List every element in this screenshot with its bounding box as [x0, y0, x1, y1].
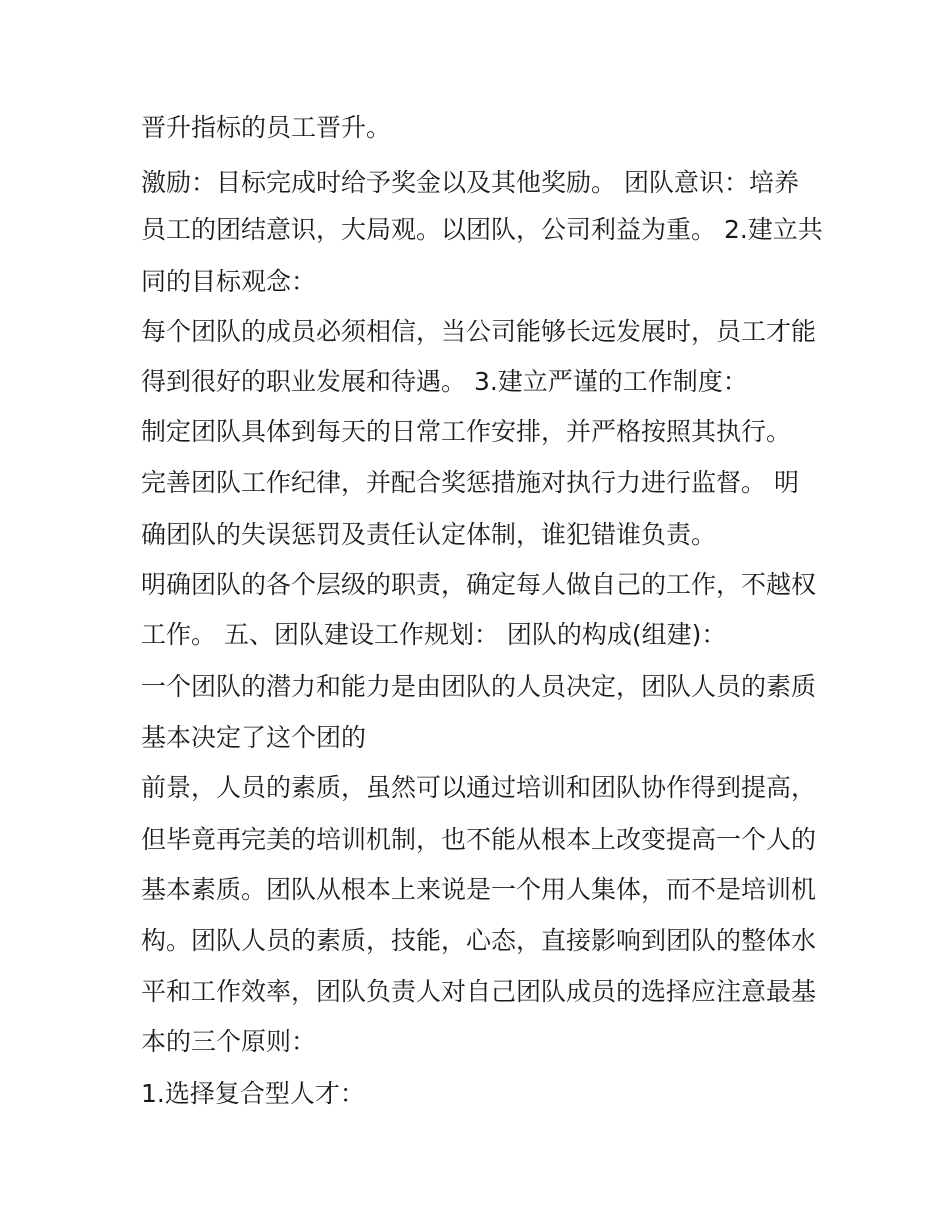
text-line: 平和工作效率，团队负责人对自己团队成员的选择应注意最基	[141, 977, 817, 1006]
text-line: 工作。 五、团队建设工作规划： 团队的构成(组建)：	[141, 620, 727, 649]
text-line: 明确团队的各个层级的职责，确定每人做自己的工作，不越权	[141, 570, 817, 599]
text-line: 员工的团结意识，大局观。以团队，公司利益为重。 2.建立共	[141, 215, 823, 244]
text-line: 但毕竟再完美的培训机制，也不能从根本上改变提高一个人的	[141, 825, 817, 854]
text-line: 基本素质。团队从根本上来说是一个用人集体，而不是培训机	[141, 875, 817, 904]
text-line: 每个团队的成员必须相信，当公司能够长远发展时，员工才能	[141, 317, 817, 346]
text-line: 基本决定了这个团的	[141, 723, 367, 752]
text-line: 完善团队工作纪律，并配合奖惩措施对执行力进行监督。 明	[141, 468, 799, 497]
text-line: 前景，人员的素质，虽然可以通过培训和团队协作得到提高，	[141, 773, 817, 802]
text-line: 构。团队人员的素质，技能，心态，直接影响到团队的整体水	[141, 926, 817, 955]
text-line: 得到很好的职业发展和待遇。 3.建立严谨的工作制度：	[141, 367, 748, 396]
text-line: 一个团队的潜力和能力是由团队的人员决定，团队人员的素质	[141, 672, 817, 701]
text-line: 激励：目标完成时给予奖金以及其他奖励。 团队意识：培养	[141, 168, 799, 197]
text-line: 同的目标观念：	[141, 267, 317, 296]
text-line: 1.选择复合型人才：	[141, 1079, 365, 1108]
text-line: 晋升指标的员工晋升。	[141, 113, 392, 142]
text-line: 确团队的失误惩罚及责任认定体制，谁犯错谁负责。	[141, 520, 717, 549]
text-line: 制定团队具体到每天的日常工作安排，并严格按照其执行。	[141, 417, 792, 446]
text-line: 本的三个原则：	[141, 1027, 317, 1056]
